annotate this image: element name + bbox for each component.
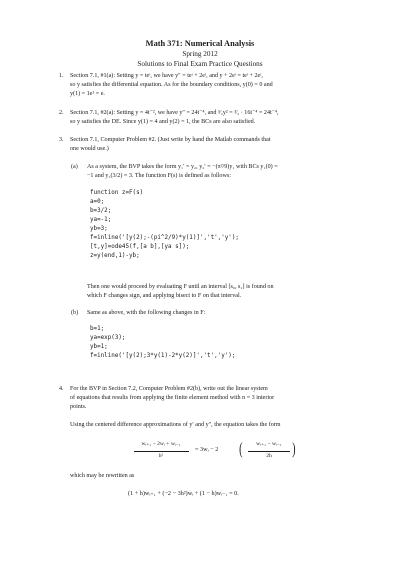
document-title: Math 371: Numerical Analysis — [145, 39, 255, 48]
q4-line-2: of equations that results from applying the finite element method with n = 3 interior — [70, 395, 275, 401]
code-line: function z=F(s) — [90, 190, 144, 196]
code-line: f=inline('[y(2);-(pi^2/9)*y(1)]','t','y'); — [90, 235, 239, 241]
eq1-denominator: h² — [158, 453, 164, 459]
q4-intro: Using the centered difference approximations of y′ and y″, the equation takes the form — [70, 422, 281, 428]
code-line: ya=exp(3); — [90, 335, 126, 341]
code-line: ya=-1; — [90, 217, 112, 223]
code-line: b=1; — [90, 326, 105, 332]
q3-line-2: one would use.) — [70, 146, 109, 152]
code-line: a=0; — [90, 199, 105, 205]
eq1-denominator-2: 2h — [266, 453, 272, 459]
q3-number: 3. — [59, 137, 64, 143]
eq1-numerator-2: wᵢ₊₁ − wᵢ₋₁ — [256, 441, 282, 447]
eq2: (1 + h)wᵢ₊₁ + (−2 − 3h²)wᵢ + (1 − h)wᵢ₋₁ = 0. — [128, 490, 239, 497]
q3-line-1: Section 7.1, Computer Problem #2. (Just write by hand the Matlab commands that — [70, 137, 271, 143]
q3a-after-line-2: which F changes sign, and applying bisect to F on that interval. — [87, 293, 242, 299]
code-line: b=3/2; — [90, 208, 112, 214]
q3a-after-line-1: Then one would proceed by evaluating F until an interval [s₀, s₁] is found on — [87, 284, 274, 290]
q3a-line-1: As a system, the BVP takes the form y₁′ = y₂, y₂′ = −(π²/9)y₁ with BCs y₁(0) = — [87, 164, 278, 170]
eq1-numerator: wᵢ₊₁ − 2wᵢ + wᵢ₋₁ — [141, 441, 181, 447]
q3a-line-2: −1 and y₁(3/2) = 3. The function F(s) is defined as follows: — [87, 173, 231, 179]
q2-line-2: so y satisfies the DE. Since y(1) = 4 and y(2) = 1, the BCs are also satisfied. — [70, 119, 256, 125]
q4-number: 4. — [59, 386, 64, 392]
q1-line-3: y(1) = 1e¹ = e. — [70, 91, 105, 97]
q4-line-1: For the BVP in Section 7.2, Computer Problem #2(b), write out the linear system — [70, 386, 268, 392]
code-line: yb=3; — [90, 226, 108, 232]
q2-number: 2. — [59, 110, 64, 116]
q4-line-3: points. — [70, 404, 87, 410]
eq1-fraction-bar — [134, 451, 189, 452]
q1-line-1: Section 7.1, #1(a): Setting y = teᵗ, we have y″ = teᵗ + 2eᵗ, and y + 2eᵗ = teᵗ + 2eᵗ, — [70, 73, 263, 79]
code-line: [t,y]=ode45(f,[a b],[ya s]); — [90, 244, 190, 250]
q1-line-2: so y satisfies the differential equation. As for the boundary conditions, y(0) = 0 and — [70, 82, 273, 88]
code-line: z=y(end,1)-yb; — [90, 253, 140, 259]
document-subtitle: Solutions to Final Exam Practice Questions — [137, 60, 263, 68]
code-line: f=inline('[y(2);3*y(1)-2*y(2)]','t','y'); — [90, 353, 236, 359]
q3a-label: (a) — [71, 164, 78, 170]
eq1-left-paren: ( — [239, 439, 243, 458]
eq1-right-paren: ) — [292, 439, 296, 458]
eq1-fraction-bar-2 — [248, 451, 290, 452]
q1-number: 1. — [59, 73, 64, 79]
q4-rewrite: which may be rewritten as — [70, 473, 135, 479]
document-term: Spring 2012 — [182, 50, 218, 58]
q3b-label: (b) — [71, 310, 79, 316]
q3b-line: Same as above, with the following changes in F: — [87, 310, 206, 316]
eq1-middle: = 3wᵢ − 2 — [195, 446, 219, 453]
q2-line-1: Section 7.1, #2(a): Setting y = 4t⁻², we have y″ = 24t⁻⁴, and ³⁄₂y² = ³⁄₂ · 16t⁻⁴ = 24t⁻⁴, — [70, 110, 279, 116]
code-line: yb=1; — [90, 344, 108, 350]
